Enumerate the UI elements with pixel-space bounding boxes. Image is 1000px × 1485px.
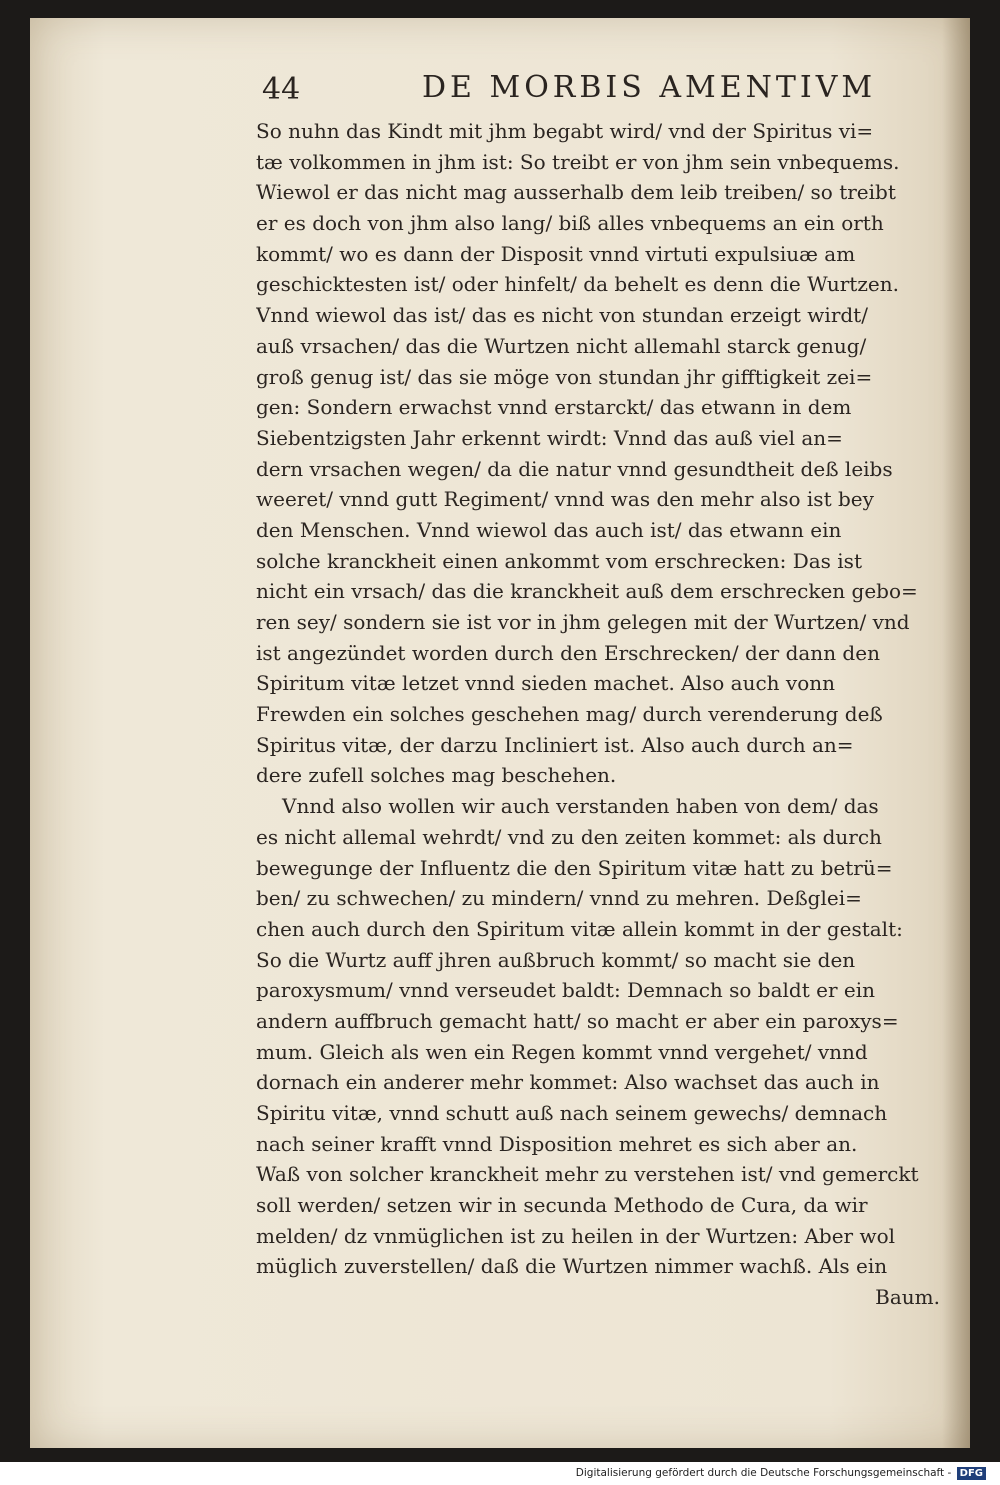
credit-text: Digitalisierung gefördert durch die Deutsche Forschungsgemeinschaft - [575, 1467, 952, 1479]
text-line: groß genug ist/ das sie möge von stundan jhr gifftigkeit zei= [256, 364, 873, 389]
text-line: Spiritum vitæ letzet vnnd sieden machet. Also auch vonn [256, 671, 836, 696]
dfg-logo: DFG [957, 1467, 986, 1480]
catchword: Baum. [875, 1285, 940, 1310]
text-line: Siebentzigsten Jahr erkennt wirdt: Vnnd das auß viel an= [256, 425, 843, 450]
text-line: nach seiner krafft vnnd Disposition mehret es sich aber an. [256, 1131, 858, 1156]
text-line: soll werden/ setzen wir in secunda Methodo de Cura, da wir [256, 1193, 868, 1218]
text-line: es nicht allemal wehrdt/ vnd zu den zeiten kommet: als durch [256, 824, 882, 849]
text-line: weeret/ vnnd gutt Regiment/ vnnd was den mehr also ist bey [256, 487, 874, 512]
text-line: So die Wurtz auff jhren außbruch kommt/ so macht sie den [256, 947, 856, 972]
running-head: DE MORBIS AMENTIVM [422, 70, 877, 105]
text-line: müglich zuverstellen/ daß die Wurtzen nimmer wachß. Als ein [256, 1254, 888, 1279]
text-line: mum. Gleich als wen ein Regen kommt vnnd vergehet/ vnnd [256, 1039, 868, 1064]
text-line: ren sey/ sondern sie ist vor in jhm gelegen mit der Wurtzen/ vnd [256, 610, 910, 634]
page-header [262, 66, 877, 116]
page-number: 44 [262, 72, 301, 107]
text-line: gen: Sondern erwachst vnnd erstarckt/ das etwann in dem [256, 395, 852, 420]
text-line: solche kranckheit einen ankommt vom erschrecken: Das ist [256, 548, 862, 573]
text-line: Frewden ein solches geschehen mag/ durch verenderung deß [256, 702, 883, 727]
text-line: dern vrsachen wegen/ da die natur vnnd gesundtheit deß leibs [256, 456, 893, 481]
text-line: nicht ein vrsach/ das die kranckheit auß dem erschrecken gebo= [256, 579, 918, 604]
text-line: dere zufell solches mag beschehen. [256, 763, 617, 788]
text-line: Spiritu vitæ, vnnd schutt auß nach seinem gewechs/ demnach [256, 1101, 888, 1125]
text-line: den Menschen. Vnnd wiewol das auch ist/ das etwann ein [256, 517, 842, 542]
paragraph-start-line: Vnnd also wollen wir auch verstanden haben von dem/ das [282, 794, 879, 819]
digitization-credit [576, 1465, 986, 1481]
paragraph-start-line: Waß von solcher kranckheit mehr zu verstehen ist/ vnd gemerckt [256, 1162, 919, 1187]
text-line: dornach ein anderer mehr kommet: Also wachset das auch in [256, 1070, 880, 1095]
text-line: Vnnd wiewol das ist/ das es nicht von stundan erzeigt wirdt/ [256, 303, 868, 328]
text-line: chen auch durch den Spiritum vitæ allein kommt in der gestalt: [256, 916, 903, 941]
body-text [256, 116, 940, 1313]
page-gutter-shadow [942, 18, 970, 1448]
text-line: andern auffbruch gemacht hatt/ so macht er aber ein paroxys= [256, 1008, 899, 1033]
text-line: ben/ zu schwechen/ zu mindern/ vnnd zu mehren. Deßglei= [256, 886, 862, 911]
text-line: auß vrsachen/ das die Wurtzen nicht allemahl starck genug/ [256, 333, 867, 358]
text-line: Spiritus vitæ, der darzu Incliniert ist. Also auch durch an= [256, 732, 854, 757]
text-line: melden/ dz vnmüglichen ist zu heilen in der Wurtzen: Aber wol [256, 1223, 896, 1248]
text-line: So nuhn das Kindt mit jhm begabt wird/ vnd der Spiritus vi= [256, 119, 874, 143]
text-line: geschicktesten ist/ oder hinfelt/ da behelt es denn die Wurtzen. [256, 272, 899, 297]
text-line: Wiewol er das nicht mag ausserhalb dem leib treiben/ so treibt [256, 180, 896, 205]
text-line: kommt/ wo es dann der Disposit vnnd virtuti expulsiuæ am [256, 241, 856, 266]
text-line: ist angezündet worden durch den Erschrecken/ der dann den [256, 640, 880, 665]
text-line: tæ volkommen in jhm ist: So treibt er von jhm sein vnbequems. [256, 149, 900, 174]
text-line: bewegunge der Influentz die den Spiritum vitæ hatt zu betrü= [256, 855, 893, 880]
text-line: paroxysmum/ vnnd verseudet baldt: Demnach so baldt er ein [256, 978, 875, 1003]
text-line: er es doch von jhm also lang/ biß alles vnbequems an ein orth [256, 211, 884, 236]
